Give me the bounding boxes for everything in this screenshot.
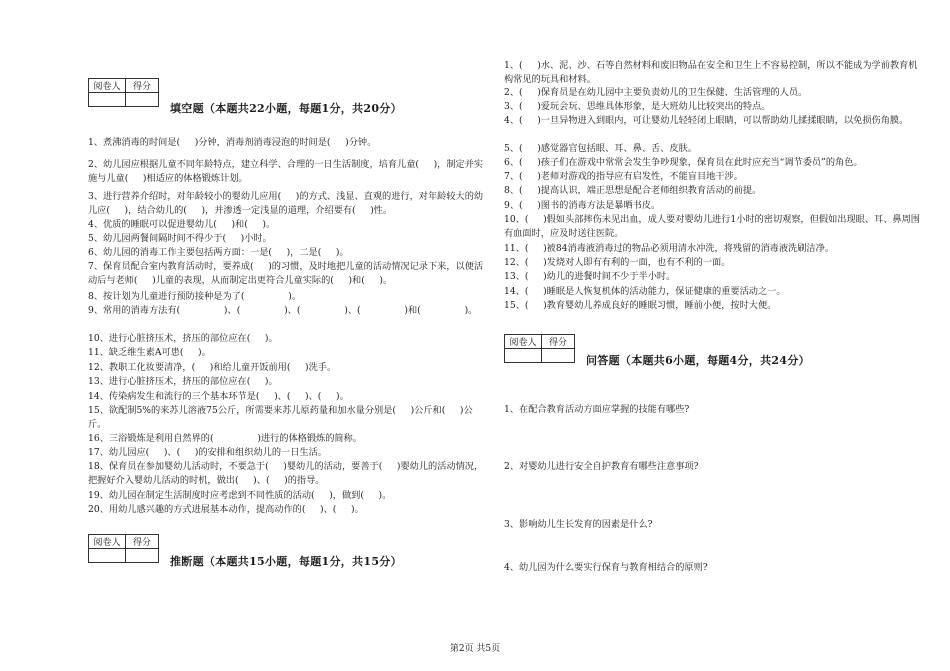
judge-item-7: 7、( )老师对游戏的指导应有启发性，不能盲目地干涉。 [504, 171, 743, 182]
judge-section-title: 推断题（本题共15小题，每题1分，共15分） [170, 555, 402, 568]
score-box-qa [504, 334, 575, 363]
judge-item-3: 3、( )爱玩会玩、思维具体形象，是大班幼儿比较突出的特点。 [504, 101, 771, 112]
fill-item-15: 15、欲配制5%的来苏儿溶液75公斤，所需要来苏儿原药量和加水量分别是( )公斤和( )公斤。 [88, 405, 473, 430]
judge-item-12: 12、( )发烧对人即有有利的一面，也有不利的一面。 [504, 257, 731, 268]
score-label: 得分 [126, 79, 159, 93]
fill-item-7: 7、保育员配合室内教育活动时，要养成( )的习惯，及时地把儿童的活动情况记录下来，以便活动后与老师( )儿童的表现，从而制定出更符合儿童实际的( )和( )。 [88, 261, 484, 286]
fill-item-8: 8、按计划为儿童进行预防接种是为了( )。 [88, 291, 302, 302]
fill-item-5: 5、幼儿园两餐间隔时间不得少于( )小时。 [88, 233, 272, 244]
qa-item-2: 2、对婴幼儿进行安全自护教育有哪些注意事项? [504, 461, 699, 472]
qa-item-3: 3、影响幼儿生长发育的因素是什么? [504, 519, 653, 530]
qa-item-4: 4、幼儿园为什么要实行保育与教育相结合的原则? [504, 562, 708, 573]
judge-item-9: 9、( )图书的消毒方法是暴晒书皮。 [504, 200, 661, 211]
score-box-judge [88, 534, 159, 563]
score-label: 得分 [542, 335, 575, 349]
judge-item-11: 11、( )被84消毒液消毒过的物品必须用清水冲洗，将残留的消毒液洗刷洁净。 [504, 243, 834, 254]
fill-section-title: 填空题（本题共22小题，每题1分，共20分） [170, 102, 402, 115]
fill-item-16: 16、三浴锻炼是利用自然界的( )进行的体格锻炼的简称。 [88, 433, 362, 444]
judge-item-5: 5、( )感觉器官包括眼、耳、鼻、舌、皮肤。 [504, 143, 697, 154]
fill-item-11: 11、缺乏维生素A可患( )。 [88, 347, 211, 358]
reviewer-label: 阅卷人 [89, 535, 126, 549]
judge-item-2: 2、( )保育员是在幼儿园中主要负责幼儿的卫生保健、生活管理的人员。 [504, 87, 808, 98]
reviewer-cell [89, 549, 126, 563]
reviewer-cell [89, 93, 126, 107]
fill-item-20: 20、用幼儿感兴趣的方式进展基本动作，提高动作的( )、( )。 [88, 504, 364, 515]
qa-section-title: 问答题（本题共6小题，每题4分，共24分） [586, 354, 810, 367]
judge-item-13: 13、( )幼儿的进餐时间不少于半小时。 [504, 271, 676, 282]
fill-item-18: 18、保育员在参加婴幼儿活动时，不要急于( )婴幼儿的活动，要善于( )婴幼儿的活动情况，把握好介入婴幼儿活动的时机，做出( )、( )的指导。 [88, 461, 484, 486]
fill-item-12: 12、教职工化妆要清净，( )和给儿童开饭前用( )洗手。 [88, 362, 337, 373]
score-cell [126, 549, 159, 563]
reviewer-label: 阅卷人 [89, 79, 126, 93]
fill-item-3: 3、进行营养介绍时，对年龄较小的婴幼儿应用( )的方式、浅显、直观的进行，对年龄较大的幼儿应( )，结合幼儿的( )，并渗透一定浅显的道理，介绍要有( )性。 [88, 191, 484, 216]
fill-item-2: 2、幼儿园应根据儿童不同年龄特点，建立科学、合理的一日生活制度，培育儿童( )，制定并实施与儿童( )相适应的体格锻炼计划。 [88, 159, 484, 184]
judge-item-8: 8、( )提高认识，端正思想是配合老师组织教育活动的前提。 [504, 185, 762, 196]
score-cell [542, 349, 575, 363]
fill-item-6: 6、幼儿园的消毒工作主要包括两方面：一是( )，二是( )。 [88, 247, 349, 258]
score-box-fill [88, 78, 159, 107]
fill-item-13: 13、进行心脏挤压术，挤压的部位应在( )。 [88, 376, 278, 387]
qa-item-1: 1、在配合教育活动方面应掌握的技能有哪些? [504, 404, 690, 415]
judge-item-10: 10、( )假如头部摔伤未见出血，成人要对婴幼儿进行1小时的密切观察，但假如出现眼、耳、鼻周围有血面时，应及时送往医院。 [504, 214, 920, 239]
score-cell [126, 93, 159, 107]
fill-item-19: 19、幼儿园在制定生活制度时应考虑到不同性质的活动( )，做到( )。 [88, 490, 392, 501]
judge-item-15: 15、( )教育婴幼儿养成良好的睡眠习惯，睡前小便，按时大便。 [504, 300, 777, 311]
fill-item-14: 14、传染病发生和流行的三个基本环节是( )、( )、( )。 [88, 391, 349, 402]
judge-item-6: 6、( )孩子们在游戏中常常会发生争吵现象，保育员在此时应充当“调节委员”的角色。 [504, 157, 863, 168]
judge-item-1: 1、( )水、泥、沙、石等自然材料和废旧物品在安全和卫生上不容易控制，所以不能成为学前教育机构常见的玩具和材料。 [504, 60, 918, 85]
fill-item-1: 1、煮沸消毒的时间是( )分钟，消毒剂消毒浸泡的时间是( )分钟。 [88, 137, 377, 148]
score-label: 得分 [126, 535, 159, 549]
fill-item-4: 4、优质的睡眠可以促进婴幼儿( )和( )。 [88, 219, 276, 230]
judge-item-14: 14、( )睡眠是人恢复机体的活动能力，保证健康的重要活动之一。 [504, 286, 786, 297]
fill-item-17: 17、幼儿园应( )、( )的安排和组织幼儿的一日生活。 [88, 447, 327, 458]
judge-item-4: 4、( )一旦异物进入到眼内，可让婴幼儿轻轻闭上眼睛，可以帮助幼儿揉揉眼睛，以免损伤角膜。 [504, 115, 909, 126]
page-footer: 第2页 共5页 [449, 644, 501, 654]
reviewer-cell [505, 349, 542, 363]
reviewer-label: 阅卷人 [505, 335, 542, 349]
fill-item-9: 9、常用的消毒方法有( )、( )、( )、( )和( )。 [88, 305, 478, 316]
fill-item-10: 10、进行心脏挤压术，挤压的部位应在( )。 [88, 333, 278, 344]
